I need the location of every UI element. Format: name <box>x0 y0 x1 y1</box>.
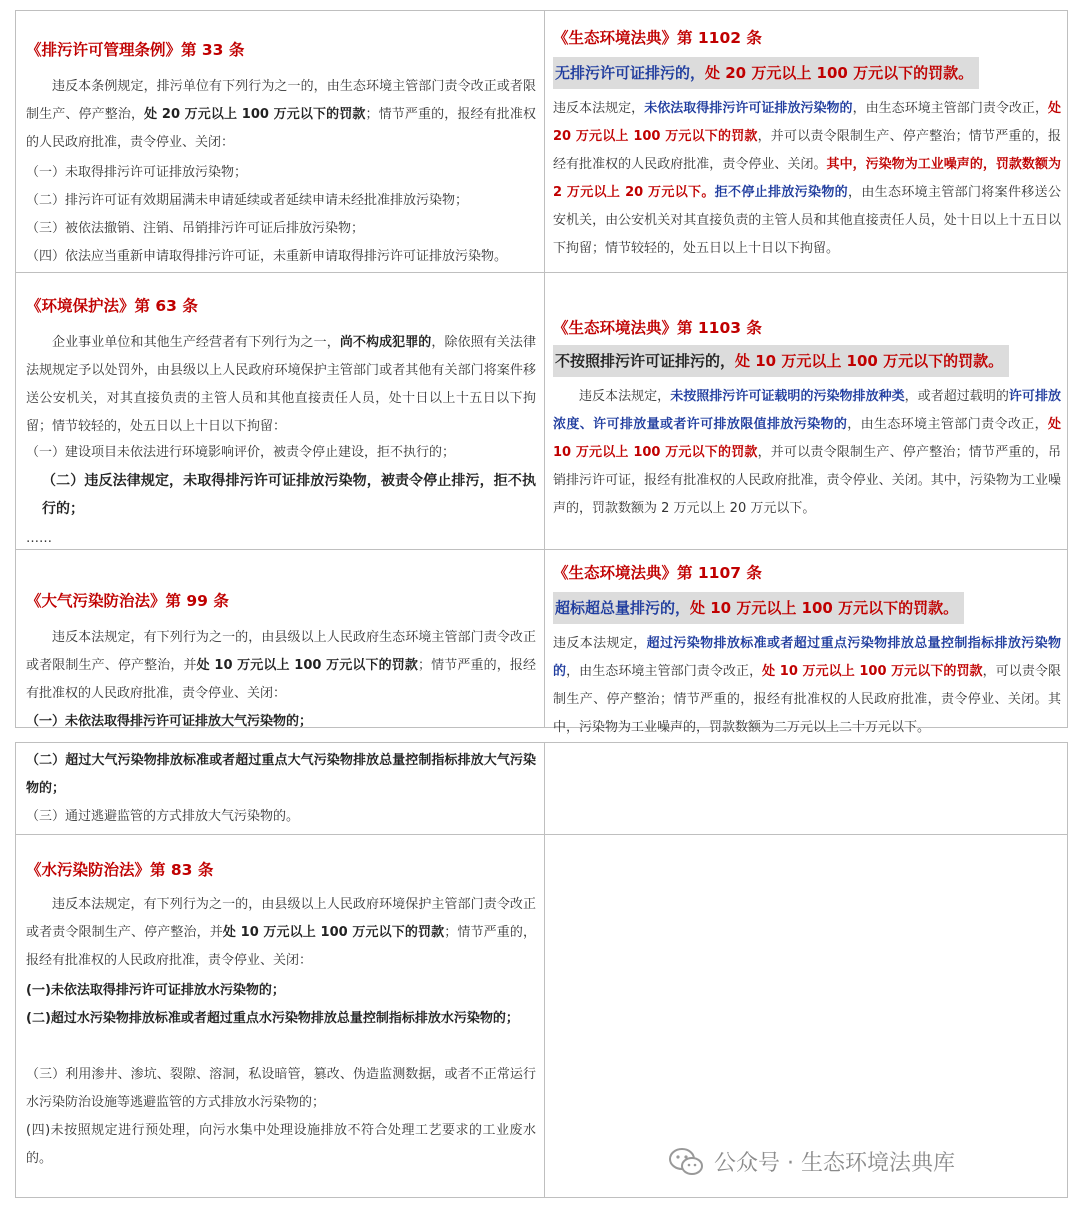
article-title: 《水污染防治法》第 83 条 <box>26 861 214 879</box>
list-item: （二）违反法律规定，未取得排污许可证排放污染物，被责令停止排污，拒不执行的； <box>42 473 536 517</box>
right-cell <box>545 835 1067 1197</box>
article-title: 《生态环境法典》第 1107 条 <box>553 564 762 582</box>
list-item: （一）未依法取得排污许可证排放大气污染物的； <box>26 714 313 729</box>
article-title: 《环境保护法》第 63 条 <box>26 297 198 315</box>
article-title: 《排污许可管理条例》第 33 条 <box>26 41 245 59</box>
article-title: 《生态环境法典》第 1102 条 <box>553 29 762 47</box>
article-text: 违反本条例规定，排污单位有下列行为之一的，由生态环境主管部门责令改正或者限制生产、停产整治，处 20 万元以上 100 万元以下的罚款；情节严重的，报经有批准权的人民政府批准，责令停业、关闭： <box>26 79 536 150</box>
article-text: 违反本法规定，有下列行为之一的，由县级以上人民政府环境保护主管部门责令改正或者责令限制生产、停产整治，并处 10 万元以上 100 万元以下的罚款；情节严重的，报经有批准权的人民政府批准，责令停业、关闭： <box>26 897 536 968</box>
right-cell <box>545 273 1067 549</box>
comparison-table-1 <box>15 10 1068 735</box>
left-cell <box>16 273 545 549</box>
comparison-table-2 <box>15 742 1068 1198</box>
article-title: 《生态环境法典》第 1103 条 <box>553 319 762 337</box>
list-item: （一）未取得排污许可证排放污染物； <box>26 165 248 180</box>
article-text: 违反本法规定，有下列行为之一的，由县级以上人民政府生态环境主管部门责令改正或者限制生产、停产整治，并处 10 万元以上 100 万元以下的罚款；情节严重的，报经有批准权的人民政府批准，责令停业、关闭： <box>26 630 536 701</box>
summary-highlight: 超标超总量排污的，处 10 万元以上 100 万元以下的罚款。 <box>545 592 1067 624</box>
table-row <box>16 743 1067 835</box>
article-text: 企业事业单位和其他生产经营者有下列行为之一，尚不构成犯罪的，除依照有关法律法规规定予以处罚外，由县级以上人民政府环境保护主管部门或者其他有关部门将案件移送公安机关，对其直接负责的主管人员和其他直接责任人员，处十日以上十五日以下拘留；情节较轻的，处五日以上十日以下拘留： <box>26 335 536 434</box>
left-cell <box>16 550 545 727</box>
article-text: 违反本法规定，未依法取得排污许可证排放污染物的，由生态环境主管部门责令改正，处 20 万元以上 100 万元以下的罚款，并可以责令限制生产、停产整治；情节严重的，报经有批准权的人民政府批准，责令停业、关闭。其中，污染物为工业噪声的，罚款数额为 2 万元以上 20 万元以下。拒不停止排放污染物的，由生态环境主管部门将案件移送公安机关，由公安机关对其直接负责的主管人员和其他直接责任人员，处十日以上十五日以下拘留；情节较轻的，处五日以上十日以下拘留。 <box>553 101 1061 256</box>
summary-highlight: 不按照排污许可证排污的，处 10 万元以上 100 万元以下的罚款。 <box>545 345 1067 377</box>
table-row <box>16 273 1067 550</box>
right-cell <box>545 743 1067 834</box>
right-cell <box>545 550 1067 735</box>
table-row <box>16 11 1067 273</box>
list-item: （三）利用渗井、渗坑、裂隙、溶洞，私设暗管，篡改、伪造监测数据，或者不正常运行水污染防治设施等逃避监管的方式排放水污染物的； <box>26 1067 536 1110</box>
list-item: （二）排污许可证有效期届满未申请延续或者延续申请未经批准排放污染物； <box>26 193 469 208</box>
list-item: （三）被依法撤销、注销、吊销排污许可证后排放污染物； <box>26 221 365 236</box>
list-item: （四）依法应当重新申请取得排污许可证，未重新申请取得排污许可证排放污染物。 <box>26 249 508 264</box>
table-row <box>16 550 1067 735</box>
watermark <box>668 1146 955 1177</box>
table-row <box>16 835 1067 1197</box>
left-cell <box>16 835 545 1197</box>
article-text: 违反本法规定，超过污染物排放标准或者超过重点污染物排放总量控制指标排放污染物的，由生态环境主管部门责令改正，处 10 万元以上 100 万元以下的罚款，可以责令限制生产、停产整治；情节严重的，报经有批准权的人民政府批准，责令停业、关闭。其中，污染物为工业噪声的，罚款数额为二万元以上二十万元以下。 <box>553 636 1061 735</box>
list-item: （三）通过逃避监管的方式排放大气污染物的。 <box>26 809 300 824</box>
list-item: （一）建设项目未依法进行环境影响评价，被责令停止建设，拒不执行的； <box>26 445 456 460</box>
summary-highlight: 无排污许可证排污的，处 20 万元以上 100 万元以下的罚款。 <box>545 57 1067 89</box>
right-cell <box>545 11 1067 272</box>
list-item: （二）超过大气污染物排放标准或者超过重点大气污染物排放总量控制指标排放大气污染物的； <box>26 753 536 796</box>
left-cell <box>16 743 545 834</box>
ellipsis: …… <box>26 531 52 546</box>
watermark-text: 公众号 · 生态环境法典库 <box>714 1151 955 1176</box>
article-text: 违反本法规定，未按照排污许可证载明的污染物排放种类，或者超过载明的许可排放浓度、许可排放量或者许可排放限值排放污染物的，由生态环境主管部门责令改正，处 10 万元以上 100 万元以下的罚款，并可以责令限制生产、停产整治；情节严重的，吊销排污许可证，报经有批准权的人民政府批准，责令停业、关闭。其中，污染物为工业噪声的，罚款数额为 2 万元以上 20 万元以下。 <box>553 389 1061 516</box>
wechat-icon <box>668 1147 704 1177</box>
list-item: (四)未按照规定进行预处理，向污水集中处理设施排放不符合处理工艺要求的工业废水的。 <box>26 1123 536 1166</box>
left-cell <box>16 11 545 272</box>
article-title: 《大气污染防治法》第 99 条 <box>26 592 229 610</box>
list-item: (二)超过水污染物排放标准或者超过重点水污染物排放总量控制指标排放水污染物的； <box>26 1011 519 1026</box>
list-item: (一)未依法取得排污许可证排放水污染物的； <box>26 983 285 998</box>
